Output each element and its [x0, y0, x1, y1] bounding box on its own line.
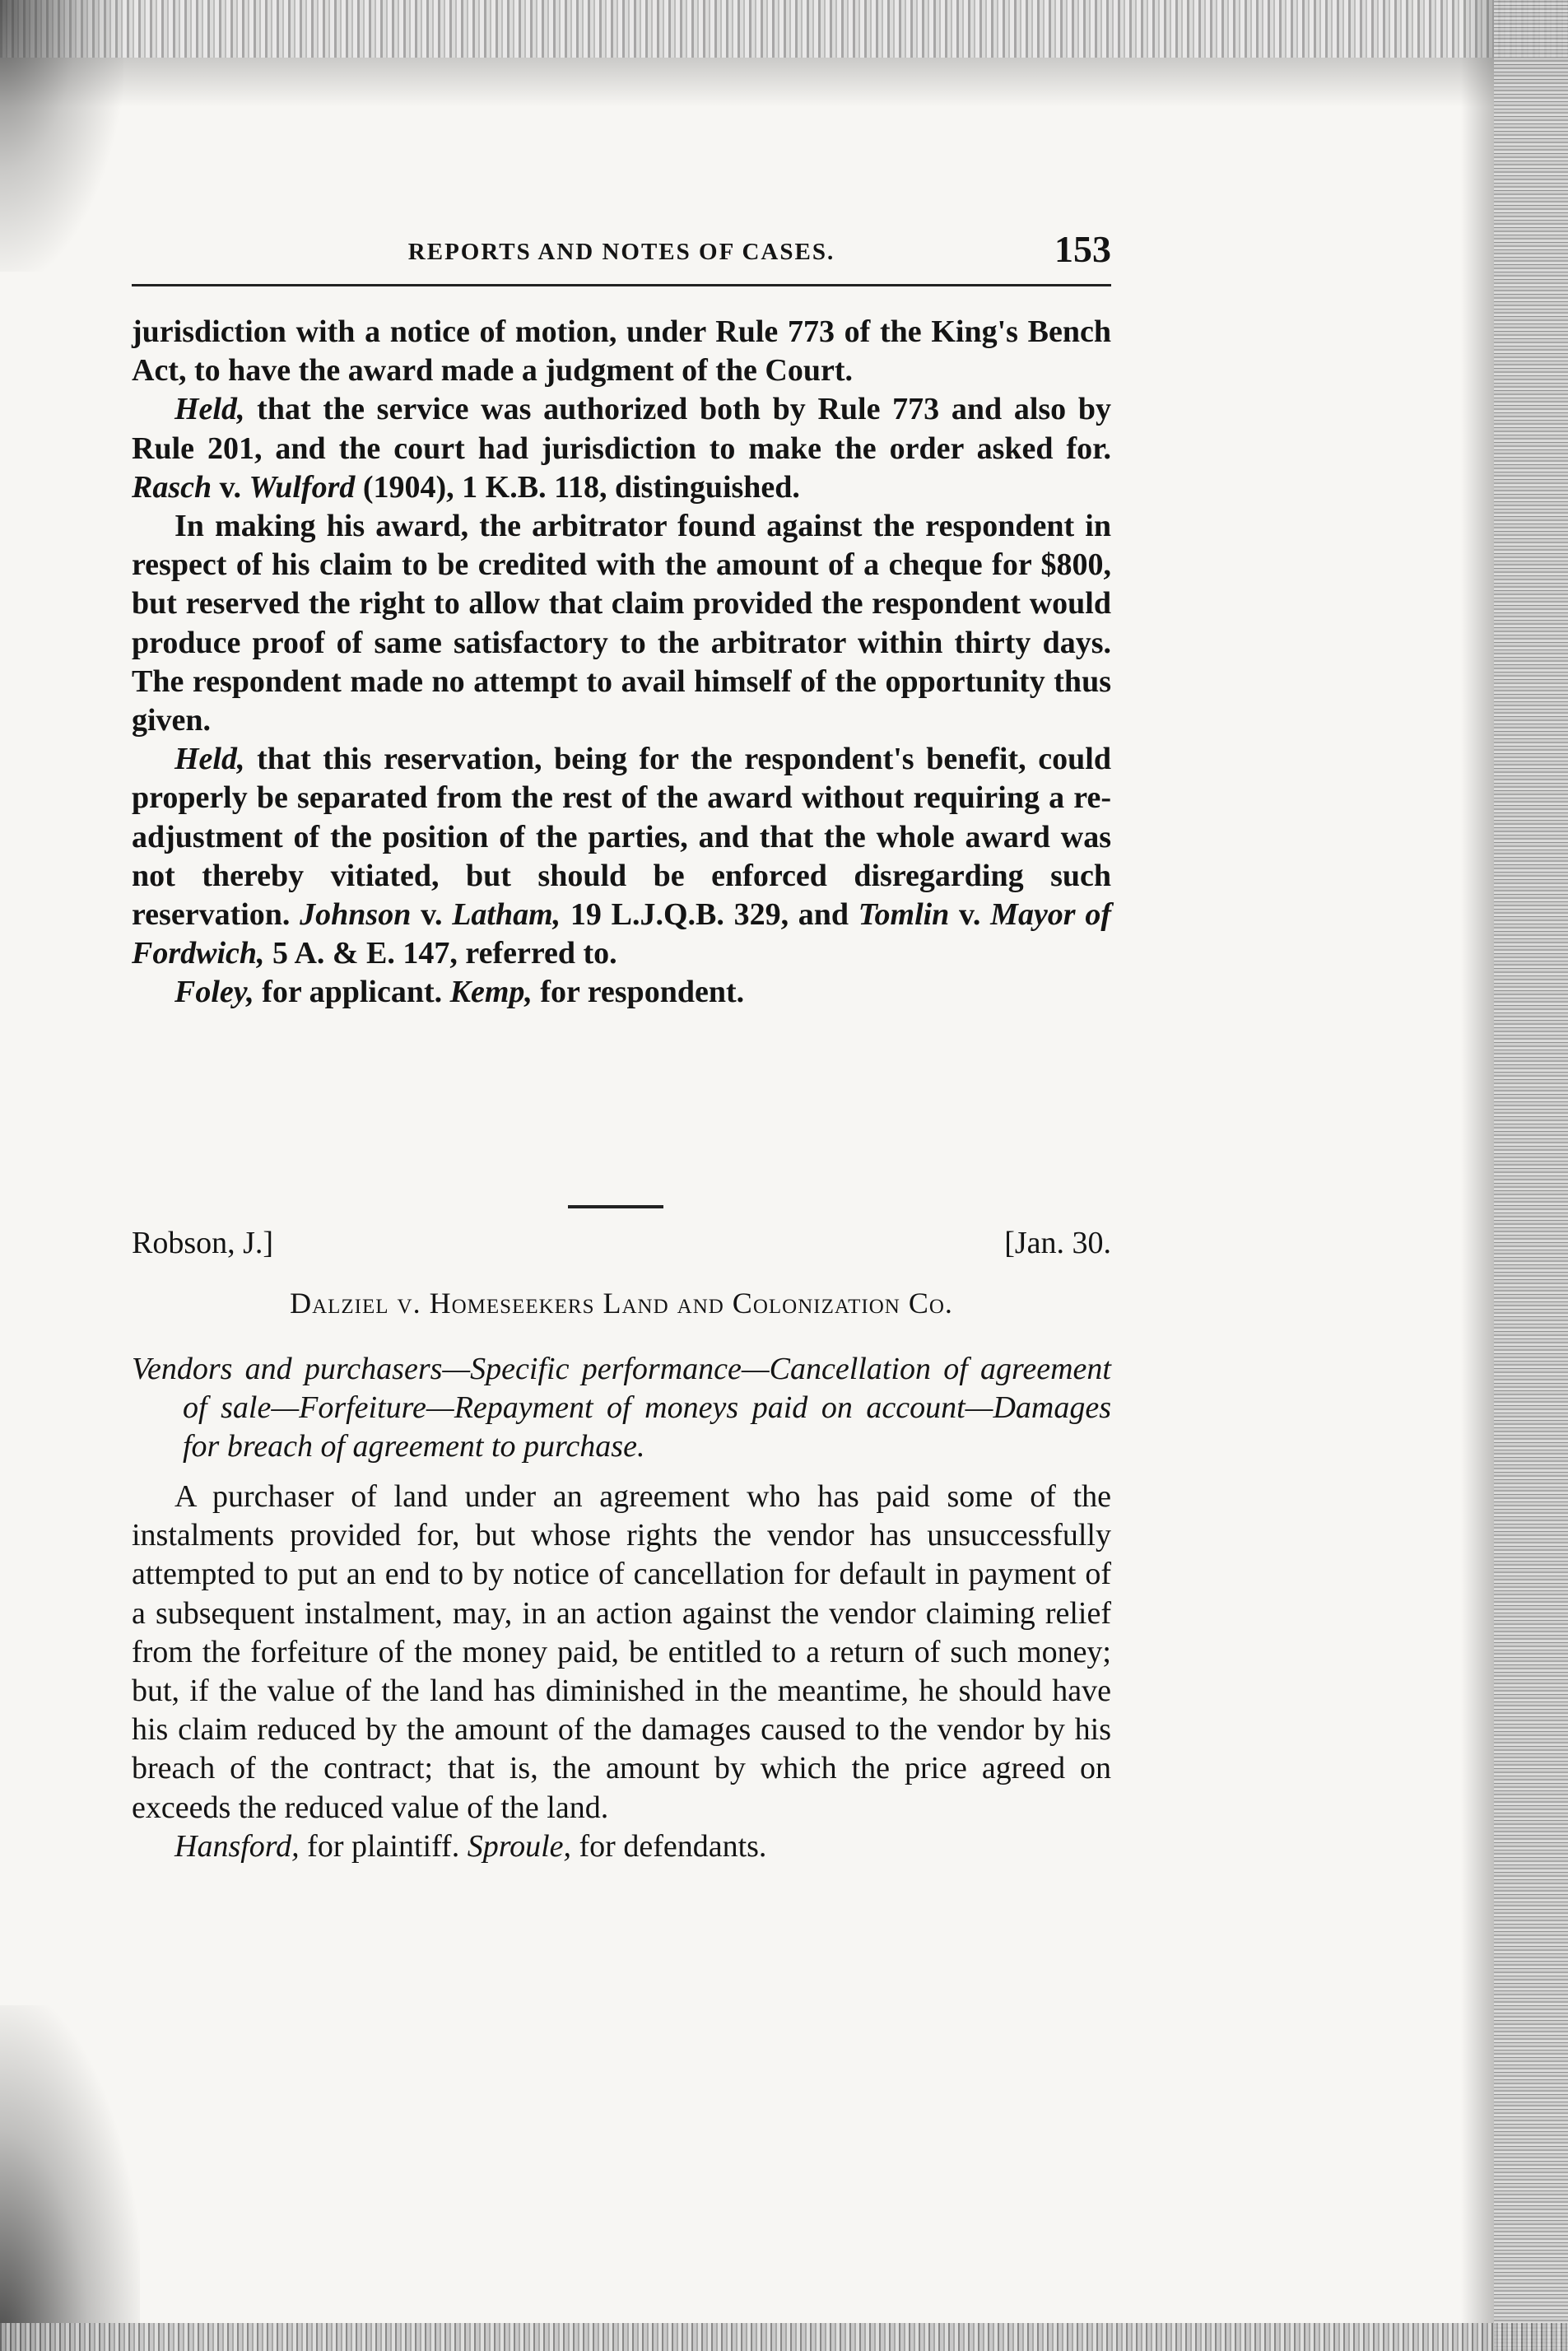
held-paragraph-2 — [132, 740, 1111, 973]
decision-date: [Jan. 30. — [1004, 1226, 1111, 1260]
scan-top-shadow — [0, 58, 1568, 107]
held-text: that the service was authorized both by Rule 773 and also by Rule 201, and the court had jurisdiction to make the order asked for. — [132, 392, 1111, 466]
scan-bottom-left-shadow — [0, 2005, 140, 2351]
cited-case-party: Johnson — [300, 897, 412, 933]
counsel-name: Kemp, — [449, 975, 533, 1010]
second-case-text — [132, 1478, 1111, 1866]
counsel-role: for respondent. — [532, 975, 745, 1010]
case-headnote: Vendors and purchasers—Specific performance—Cancellation of agreement of sale—Forfeiture—Repayment of moneys paid on account—Damages for breach of agreement to purchase. — [132, 1352, 1111, 1464]
judge-name: Robson, J.] — [132, 1226, 274, 1260]
cited-case-party: Rasch — [132, 469, 212, 505]
counsel-name: Foley, — [174, 975, 254, 1010]
scan-right-shadow — [1461, 0, 1494, 2351]
held-text: (1904), 1 K.B. 118, distinguished. — [355, 469, 800, 505]
cited-case-party: Tomlin — [858, 897, 950, 933]
cited-case-versus: v. — [212, 469, 249, 505]
header-rule — [132, 284, 1111, 286]
counsel-line — [132, 973, 1111, 1012]
counsel-role: for defendants. — [571, 1828, 767, 1864]
counsel-role: for applicant. — [254, 975, 450, 1010]
page-header — [132, 222, 1111, 272]
held-text: that this reservation, being for the respondent's benefit, could properly be separated from the rest of the award without requiring a re-adjustment of the position of the parties, and that the whole award was not thereby vitiated, but should be enforced disregarding such reservation. — [132, 742, 1111, 933]
scan-right-edge — [1494, 0, 1568, 2351]
case-title: Dalziel v. Homeseekers Land and Colonization Co. — [290, 1287, 953, 1320]
held-text: 5 A. & E. 147, referred to. — [264, 936, 617, 971]
cited-case-party: Mayor of Fordwich, — [132, 897, 1111, 971]
held-label: Held, — [174, 392, 245, 427]
page-number: 153 — [1054, 228, 1111, 270]
cited-case-party: Wulford — [249, 469, 356, 505]
counsel-role: for plaintiff. — [299, 1828, 468, 1864]
held-paragraph-1 — [132, 390, 1111, 507]
scan-top-edge — [0, 0, 1568, 58]
counsel-line — [132, 1827, 1111, 1866]
section-divider — [568, 1205, 663, 1208]
held-label: Held, — [174, 742, 245, 777]
cited-case-versus: v. — [411, 897, 453, 933]
counsel-name: Sproule, — [467, 1828, 572, 1864]
scan-top-left-shadow — [0, 0, 123, 272]
running-head: REPORTS AND NOTES OF CASES. — [407, 239, 835, 265]
judge-date-row — [132, 1225, 1111, 1266]
cited-case-party: Latham, — [452, 897, 561, 933]
first-case-text — [132, 313, 1111, 1013]
award-paragraph: In making his award, the arbitrator found against the respondent in respect of his claim to be credited with the amount of a cheque for $800, but reserved the right to allow that claim provided the respondent would produce proof of same satisfactory to the arbitrator within thirty days. The respondent made no attempt to avail himself of the opportunity thus given. — [132, 509, 1111, 738]
held-text: 19 L.J.Q.B. 329, and — [561, 897, 858, 933]
scan-bottom-edge — [0, 2323, 1568, 2351]
cited-case-versus: v. — [949, 897, 991, 933]
holding-paragraph: A purchaser of land under an agreement who has paid some of the instalments provided for, but whose rights the vendor has unsuccessfully attempted to put an end to by notice of cancellation for default in payment of a subsequent instalment, may, in an action against the vendor claiming relief from the forfeiture of the money paid, be entitled to a return of such money; but, if the value of the land has diminished in the meantime, he should have his claim reduced by the amount of the damages caused to the vendor by his breach of the contract; that is, the amount by which the price agreed on exceeds the reduced value of the land. — [132, 1479, 1111, 1825]
continued-paragraph: jurisdiction with a notice of motion, under Rule 773 of the King's Bench Act, to have the award made a judgment of the Court. — [132, 314, 1111, 389]
counsel-name: Hansford, — [174, 1828, 300, 1864]
